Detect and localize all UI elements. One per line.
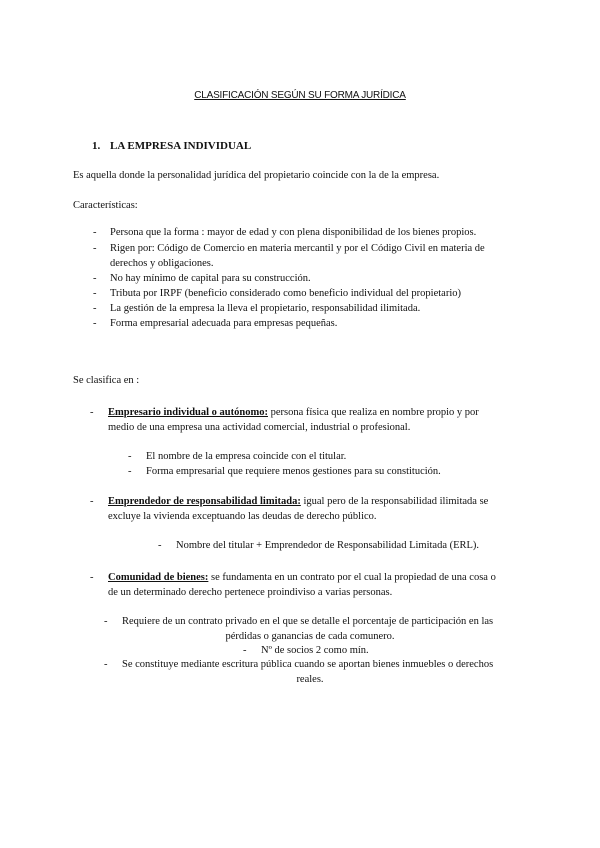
list-dash: - [90,407,94,418]
intro-paragraph: Es aquella donde la personalidad jurídica del propietario coincide con la de la empresa. [73,170,440,181]
section-heading-text: LA EMPRESA INDIVIDUAL [110,140,252,152]
autonomo-subitem: Forma empresarial que requiere menos gestiones para su constitución. [146,466,441,477]
list-dash: - [104,659,108,670]
autonomo-term: Empresario individual o autónomo: [108,407,268,418]
comunidad-subitem-2: Nº de socios 2 como mín. [261,645,369,656]
emprendedor-subitem: Nombre del titular + Emprendedor de Responsabilidad Limitada (ERL). [176,540,480,551]
emprendedor-text-1: igual pero de la responsabilidad ilimitada se [300,496,489,507]
list-dash: - [93,243,97,254]
comunidad-item [108,570,496,585]
list-item: Persona que la forma : mayor de edad y con plena disponibilidad de los bienes propios. [110,227,477,238]
comunidad-subitem-1: Requiere de un contrato privado en el que se detalle el porcentaje de participación en las [122,616,494,627]
autonomo-text-1: persona física que realiza en nombre propio y por [267,407,479,418]
list-item: Rigen por: Código de Comercio en materia mercantil y por el Código Civil en materia de [110,243,485,254]
comunidad-subitem-3: Se constituye mediante escritura pública cuando se aportan bienes inmuebles o derechos [122,659,494,670]
list-dash: - [90,496,94,507]
autonomo-item [108,405,479,420]
characteristics-label: Características: [73,200,138,211]
section-number: 1. [92,140,101,152]
emprendedor-text-2: excluye la vivienda exceptuando las deudas de derecho público. [108,511,377,522]
list-dash: - [128,466,132,477]
comunidad-text-2: de un determinado derecho pertenece proindiviso a varias personas. [108,587,393,598]
list-item: La gestión de la empresa la lleva el propietario, responsabilidad ilimitada. [110,303,421,314]
document-title: CLASIFICACIÓN SEGÚN SU FORMA JURÍDICA [194,90,406,101]
comunidad-text-1: se fundamenta en un contrato por el cual la propiedad de una cosa o [208,572,496,583]
list-item-continuation: derechos y obligaciones. [110,258,214,269]
classify-label: Se clasifica en : [73,375,140,386]
autonomo-subitem: El nombre de la empresa coincide con el titular. [146,451,347,462]
list-item: No hay mínimo de capital para su construcción. [110,273,311,284]
list-dash: - [243,645,247,656]
list-dash: - [128,451,132,462]
list-dash: - [158,540,162,551]
emprendedor-term: Emprendedor de responsabilidad limitada: [108,496,301,507]
list-dash: - [93,273,97,284]
list-dash: - [104,616,108,627]
autonomo-text-2: medio de una empresa una actividad comercial, industrial o profesional. [108,422,411,433]
list-dash: - [93,303,97,314]
comunidad-term: Comunidad de bienes: [108,572,209,583]
comunidad-subitem-1-continuation: pérdidas o ganancias de cada comunero. [225,631,395,642]
list-item: Tributa por IRPF (beneficio considerado como beneficio individual del propietario) [110,288,461,299]
list-dash: - [93,227,97,238]
section-heading [92,140,251,152]
emprendedor-item [108,494,488,509]
comunidad-subitem-3-continuation: reales. [296,674,324,685]
list-item: Forma empresarial adecuada para empresas pequeñas. [110,318,338,329]
list-dash: - [93,288,97,299]
list-dash: - [90,572,94,583]
list-dash: - [93,318,97,329]
